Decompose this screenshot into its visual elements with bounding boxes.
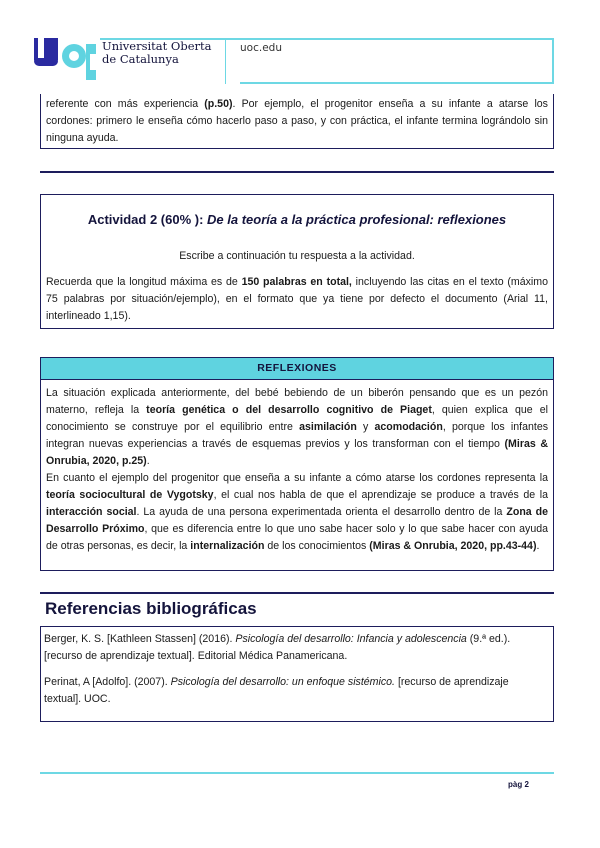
text-run: de los conocimientos <box>264 540 370 552</box>
page-number: pàg 2 <box>508 780 529 789</box>
text-run: , porque los infantes integran nuevas experiencias a través de esquemas previos y los transforman con el tiempo <box>46 421 549 450</box>
reflexion-paragraph-2 <box>46 470 548 555</box>
header-divider <box>225 38 226 84</box>
activity-body-text: Recuerda que la longitud máxima es de <box>46 276 242 288</box>
references-rule <box>40 592 554 594</box>
text-run: (9.ª ed.). [recurso de aprendizaje textual]. Editorial Médica Panamericana. <box>44 633 511 662</box>
text-run: [recurso de aprendizaje textual]. UOC. <box>44 676 509 705</box>
reflexion-paragraph-1 <box>46 385 548 470</box>
reflexiones-heading: REFLEXIONES <box>41 358 553 380</box>
university-line-1: Universitat Oberta <box>102 39 212 53</box>
text-run: . La ayuda de una persona experimentada orienta el desarrollo dentro de la <box>136 506 507 518</box>
site-link[interactable]: uoc.edu <box>240 42 282 54</box>
text-run: . <box>536 540 540 552</box>
bold-run: Zona de Desarrollo Próximo <box>46 506 548 535</box>
header-right-border <box>552 38 554 84</box>
text-run: , quien explica que el conocimiento se construye por el equilibrio entre <box>46 404 548 433</box>
activity-body <box>46 274 548 325</box>
text-run: , que es diferencia entre lo que uno sabe hacer solo y lo que sabe hacer con ayuda de otras personas, es decir, la <box>46 523 548 552</box>
section-separator <box>40 171 554 173</box>
reference-item <box>44 674 548 708</box>
bold-run: teoría genética o del desarrollo cognitivo de Piaget <box>146 404 432 416</box>
university-name <box>102 40 211 66</box>
text-run: La situación explicada anteriormente, del bebé bebiendo de un biberón pensando que es un pezón materno, refleja la <box>46 387 548 416</box>
text-run: , el cual nos habla de que el aprendizaje se produce a través de la <box>213 489 548 501</box>
text-run: En cuanto el ejemplo del progenitor que enseña a su infante a cómo atarse los cordones representa la <box>46 472 548 484</box>
references-box <box>40 626 554 722</box>
activity-title-prefix: Actividad 2 (60% ): <box>87 212 208 227</box>
intro-text-box <box>40 94 554 149</box>
activity-title <box>41 212 553 227</box>
reflexiones-box <box>40 357 554 571</box>
bold-run: internalización <box>190 540 265 552</box>
bold-run: teoría sociocultural de Vygotsky <box>46 489 214 501</box>
text-run: y <box>356 421 375 433</box>
text-run: . <box>146 455 150 467</box>
reference-book-title: Psicología del desarrollo: Infancia y adolescencia <box>235 633 467 645</box>
bold-run: asimilación <box>299 421 357 433</box>
footer-rule <box>40 772 554 774</box>
citation: (Miras & Onrubia, 2020, pp.43-44) <box>369 540 537 552</box>
activity-body-text-cont: incluyendo las citas en el texto (máximo 75 palabras por situación/ejemplo), en el formato que ya tiene por defecto el documento (Arial 11, interlineado 1,15). <box>46 276 549 322</box>
reference-item <box>44 631 548 665</box>
bold-run: acomodación <box>374 421 443 433</box>
intro-text-cont: . Por ejemplo, el progenitor enseña a su infante a atarse los cordones: primero le enseña cómo hacerlo paso a paso, y con práctica, el infante termina lográndolo sin ninguna ayuda. <box>46 98 548 144</box>
university-line-2: de Catalunya <box>102 52 179 66</box>
activity-body-bold: 150 palabras en total, <box>241 276 352 288</box>
bold-run: interacción social <box>46 506 137 518</box>
citation: (Miras & Onrubia, 2020, p.25) <box>46 438 548 467</box>
header-rule-bottom <box>240 82 553 84</box>
references-title: Referencias bibliográficas <box>45 599 257 618</box>
reference-book-title: Psicología del desarrollo: un enfoque sistémico. <box>170 676 395 688</box>
activity-instruction: Escribe a continuación tu respuesta a la actividad. <box>179 250 415 262</box>
text-run: Berger, K. S. [Kathleen Stassen] (2016). <box>44 633 236 645</box>
intro-citation: (p.50) <box>204 98 233 110</box>
intro-text: referente con más experiencia <box>46 98 205 110</box>
activity-box <box>40 194 554 329</box>
activity-title-italic: De la teoría a la práctica profesional: reflexiones <box>207 212 507 227</box>
text-run: Perinat, A [Adolfo]. (2007). <box>44 676 171 688</box>
uoc-logo <box>34 34 96 82</box>
